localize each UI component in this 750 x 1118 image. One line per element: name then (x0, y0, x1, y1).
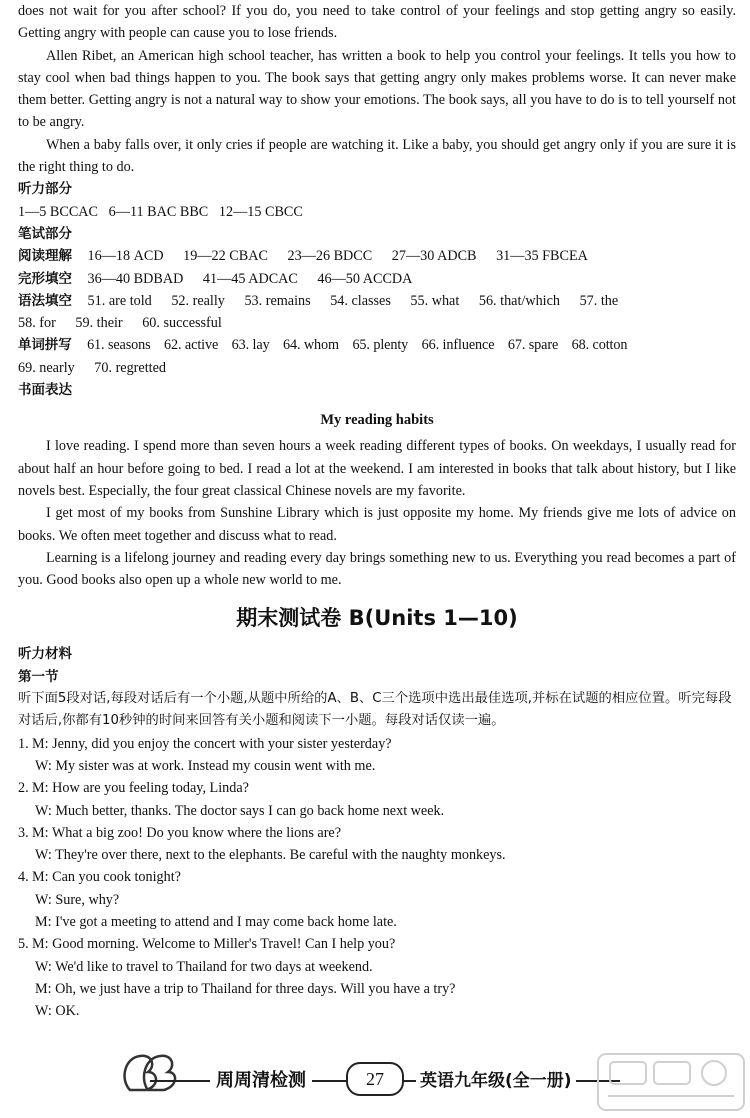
materials-label: 听力材料 (18, 646, 72, 663)
dialogue-number: 5. (18, 936, 29, 953)
answer-group: 23—26 BDCC (287, 248, 373, 265)
footer-brand: 周周清检测 (210, 1066, 312, 1092)
dialogue-line: M: Good morning. Welcome to Miller's Travel! Can I help you? (32, 936, 396, 953)
dialogue-number: 3. (18, 824, 29, 841)
dialogue-line: M: Can you cook tonight? (32, 869, 181, 886)
answer-item: 58. for (18, 315, 56, 332)
dialogue-line: M: Oh, we just have a trip to Thailand for three days. Will you have a try? (35, 980, 456, 997)
grammar-label: 语法填空 (18, 292, 72, 309)
dialogue-number: 2. (18, 780, 29, 797)
answer-item: 53. remains (244, 292, 311, 309)
dialogue-2 (18, 777, 736, 822)
cloze-answers-row (18, 268, 736, 290)
dialogue-line: M: What a big zoo! Do you know where the lions are? (32, 824, 342, 841)
answer-item: 66. influence (421, 337, 495, 354)
instructions: 听下面5段对话,每段对话后有一个小题,从题中所给的A、B、C三个选项中选出最佳选项,并标在试题的相应位置。听完每段对话后,你都有10秒钟的时间来回答有关小题和阅读下一小题。每段对话仅读一遍。 (18, 691, 732, 729)
answer-item: 62. active (164, 337, 219, 354)
dialogue-line: M: How are you feeling today, Linda? (32, 780, 249, 797)
dialogue-4 (18, 866, 736, 933)
answer-item: 70. regretted (94, 359, 166, 376)
corner-watermark-icon (596, 1052, 746, 1112)
dialogue-line: M: Jenny, did you enjoy the concert with your sister yesterday? (32, 735, 392, 752)
answer-group: 36—40 BDBAD (87, 270, 184, 287)
section-label: 第一节 (18, 668, 59, 685)
answer-item: 61. seasons (87, 337, 151, 354)
dialogue-line: W: Much better, thanks. The doctor says I can go back home next week. (35, 802, 445, 819)
reading-answers-row (18, 245, 736, 267)
answer-item: 51. are told (87, 292, 152, 309)
answer-item: 69. nearly (18, 359, 75, 376)
answer-group: 46—50 ACCDA (317, 270, 413, 287)
dialogue-5 (18, 933, 736, 1022)
dialogue-line: W: They're over there, next to the elephants. Be careful with the naughty monkeys. (35, 847, 506, 864)
answer-item: 60. successful (142, 315, 222, 332)
answer-group: 19—22 CBAC (183, 248, 268, 265)
dialogue-line: W: My sister was at work. Instead my cousin went with me. (35, 757, 376, 774)
answer-group: 31—35 FBCEA (496, 248, 588, 265)
listening-label: 听力部分 (18, 181, 72, 198)
answer-item: 56. that/which (478, 292, 561, 309)
writing-label: 书面表达 (18, 382, 72, 399)
written-label: 笔试部分 (18, 225, 72, 242)
dialogue-number: 1. (18, 735, 29, 752)
spelling-label: 单词拼写 (18, 337, 72, 354)
spelling-answers-row-2 (18, 357, 736, 379)
answer-item: 55. what (410, 292, 460, 309)
dialogue-3 (18, 822, 736, 867)
footer-subject: 英语九年级(全一册) (416, 1066, 576, 1091)
cloze-label: 完形填空 (18, 270, 72, 287)
answer-item: 57. the (579, 292, 619, 309)
dialogue-line: W: OK. (35, 1003, 80, 1020)
spelling-answers-row (18, 334, 736, 356)
answer-item: 59. their (75, 315, 123, 332)
passage-paragraph-1: does not wait for you after school? If you do, you need to take control of your feelings and stop getting angry so easily. Getting angry with people can cause you to lose friends. (18, 3, 736, 42)
document-page (18, 0, 736, 1022)
answer-item: 68. cotton (571, 337, 628, 354)
answer-item: 52. really (171, 292, 225, 309)
dialogue-line: M: I've got a meeting to attend and I may come back home late. (35, 913, 397, 930)
answer-group: 27—30 ADCB (391, 248, 477, 265)
answer-item: 65. plenty (352, 337, 409, 354)
essay-title: My reading habits (320, 412, 434, 429)
essay-paragraph-3: Learning is a lifelong journey and reading every day brings something new to us. Everything you read becomes a part of you. Good books also open up a whole new world to me. (18, 549, 736, 589)
essay-paragraph-2: I get most of my books from Sunshine Library which is just opposite my home. My friends give me lots of advice on books. We often meet together and discuss what to read. (18, 505, 736, 544)
grammar-answers-row (18, 290, 736, 312)
page-footer (150, 1066, 620, 1096)
answer-group: 41—45 ADCAC (202, 270, 298, 287)
passage-paragraph-3: When a baby falls over, it only cries if people are watching it. Like a baby, you should get angry only if you are sure it is the right thing to do. (18, 136, 736, 176)
exam-b-title: 期末测试卷 B(Units 1—10) (236, 606, 518, 631)
dialogue-1 (18, 733, 736, 778)
dialogue-number: 4. (18, 869, 29, 886)
answer-item: 67. spare (507, 337, 559, 354)
passage-paragraph-2: Allen Ribet, an American high school teacher, has written a book to help you control your feelings. It tells you how to stay cool when bad things happen to you. The book says that getting angry only makes problems worse. It can never make them better. Getting angry is not a natural way to show your emotions. The book says, all you have to do is to tell yourself not to be angry. (18, 47, 736, 131)
answer-item: 54. classes (330, 292, 391, 309)
page-number: 27 (346, 1062, 404, 1096)
essay-paragraph-1: I love reading. I spend more than seven hours a week reading different types of books. On weekdays, I usually read for about half an hour before going to bed. I read a lot at the weekend. I am interested in books that talk about history, but I like novels best. Especially, the four great classical Chinese novels are my favorite. (18, 438, 736, 499)
dialogue-line: W: Sure, why? (35, 891, 120, 908)
answer-group: 16—18 ACD (87, 248, 164, 265)
dialogue-line: W: We'd like to travel to Thailand for two days at weekend. (35, 958, 373, 975)
listening-answers: 1—5 BCCAC 6—11 BAC BBC 12—15 CBCC (18, 203, 303, 220)
answer-item: 63. lay (231, 337, 270, 354)
reading-label: 阅读理解 (18, 248, 72, 265)
grammar-answers-row-2 (18, 312, 736, 334)
answer-item: 64. whom (283, 337, 339, 354)
